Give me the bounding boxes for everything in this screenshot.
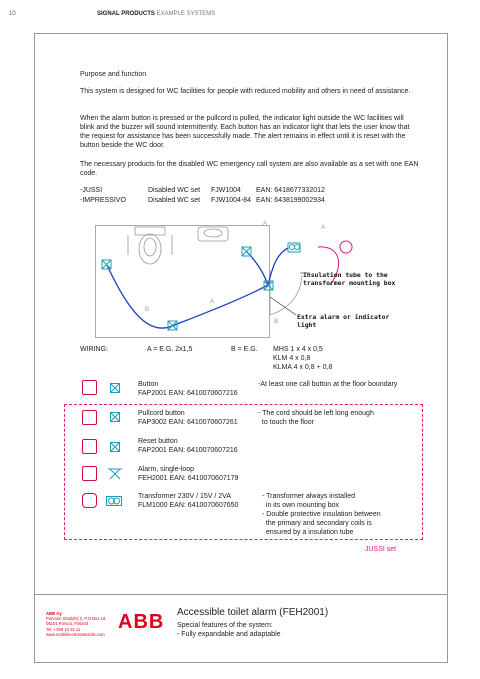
company-street: Porvoon Sisälohti 2, P.O.Box 18 — [46, 616, 106, 622]
footer-title: Accessible toilet alarm (FEH2001) — [177, 607, 329, 618]
abb-logo: ABB — [118, 611, 165, 633]
product-3-ean: FAP2001 EAN: 6410070607216 — [138, 447, 238, 454]
header-title-bold: SIGNAL PRODUCTS — [97, 11, 155, 17]
set-row-1-desc: Disabled WC set — [148, 187, 201, 194]
page-header — [97, 11, 215, 17]
label-extra-alarm: Extra alarm or indicator light — [297, 313, 390, 329]
wiring-b-line-3: KLMA 4 x 0,8 + 0,8 — [273, 364, 333, 371]
page-number: 10 — [9, 11, 16, 17]
set-row-1-name: -JUSSI — [80, 187, 103, 194]
product-5-name: Transformer 230V / 15V / 2VA — [138, 493, 231, 500]
set-row-2-name: -IMPRESSIVO — [80, 197, 126, 204]
features-title: Special features of the system: — [177, 622, 273, 629]
transformer-symbol-icon — [106, 496, 122, 506]
product-3-name: Reset button — [138, 438, 178, 445]
section-heading: Purpose and function — [80, 71, 147, 78]
pullcord-product-icon — [82, 410, 97, 425]
diagram-letter-a1: A — [210, 299, 215, 305]
diagram-letter-b2: B — [274, 319, 279, 325]
callout-line — [270, 297, 296, 315]
header-title-light: EXAMPLE SYSTEMS — [156, 11, 216, 17]
set-row-1-code: FJW1004 — [211, 187, 241, 194]
wiring-b-line-1: MHS 1 x 4 x 0,5 — [273, 346, 323, 353]
reset-product-icon — [82, 439, 97, 454]
company-name: ABB Oy — [46, 611, 62, 616]
reset-symbol-icon — [110, 442, 120, 452]
button-product-icon — [82, 380, 97, 395]
pullcord-symbol-icon — [110, 412, 120, 422]
diagram-letter-a3: A — [321, 225, 326, 231]
paragraph-1: This system is designed for WC facilities for people with reduced mobility and others in need of assistance. — [80, 88, 411, 95]
device-icons — [102, 247, 273, 330]
product-5-note: - Transformer always installed in its own mounting box - Double protective insulation between the primary and secondary coils is ensured by a insulation tube — [262, 493, 381, 536]
jussi-set-label: JUSSI set — [365, 546, 397, 553]
product-1-note: -At least one call button at the floor boundary — [258, 381, 398, 388]
diagram-letter-b1: B — [145, 307, 150, 313]
product-2-note: - The cord should be left long enough to touch the floor — [258, 410, 374, 426]
set-row-1-ean: EAN: 6418677332012 — [256, 187, 325, 194]
wiring-lines — [107, 248, 288, 328]
product-2-ean: FAP3002 EAN: 6410070607261 — [138, 419, 238, 426]
set-row-2-desc: Disabled WC set — [148, 197, 201, 204]
footer-divider — [34, 594, 448, 595]
company-address — [46, 611, 105, 637]
set-row-2-ean: EAN: 6438199002934 — [256, 197, 325, 204]
toilet-icon — [128, 227, 172, 264]
product-5-ean: FLM1000 EAN: 6410070607650 — [138, 502, 239, 509]
transformer-icon — [288, 243, 300, 252]
product-4-ean: FEH2001 EAN: 6410070607179 — [138, 475, 239, 482]
alarm-product-icon — [82, 466, 97, 481]
wiring-b: B = E.G. — [231, 346, 258, 353]
sink-icon — [198, 227, 228, 241]
product-4-name: Alarm, single-loop — [138, 466, 195, 473]
product-1-ean: FAP2001 EAN: 6410070607216 — [138, 390, 238, 397]
alarm-light-icon — [340, 241, 352, 253]
company-city: 06101 Porvoo, Finland — [46, 621, 89, 627]
set-row-2-code: FJW1004-84 — [211, 197, 252, 204]
alarm-symbol-icon — [108, 468, 122, 480]
wiring-a: A = E.G. 2x1,5 — [147, 346, 193, 353]
transformer-product-icon — [82, 493, 97, 508]
label-insulation-tube: Insulation tube to the transformer mounting box — [303, 271, 396, 287]
button-symbol-icon — [110, 383, 120, 393]
product-1-name: Button — [138, 381, 159, 388]
company-website: www.mobilelectromaterials.com — [46, 631, 105, 637]
product-2-name: Pullcord button — [138, 410, 185, 417]
paragraph-2: When the alarm button is pressed or the pullcord is pulled, the indicator light outside the WC facilities will blink and the buzzer will sound intermittently. Each button has an indicator light that lets the user know that the request for assistance has been successfully made. The alert remains in effect until it is reset with the button beside the WC door. — [80, 115, 410, 149]
diagram-letter-a2: A — [263, 221, 268, 227]
paragraph-3: The necessary products for the disabled WC emergency call system are also available as a set with one EAN code. — [80, 161, 419, 177]
feature-1: - Fully expandable and adaptable — [177, 631, 281, 638]
company-phone: Tel. +358 10 22 11 — [46, 626, 81, 632]
wiring-b-line-2: KLM 4 x 0,8 — [273, 355, 311, 362]
wiring-label: WIRING: — [80, 346, 108, 353]
